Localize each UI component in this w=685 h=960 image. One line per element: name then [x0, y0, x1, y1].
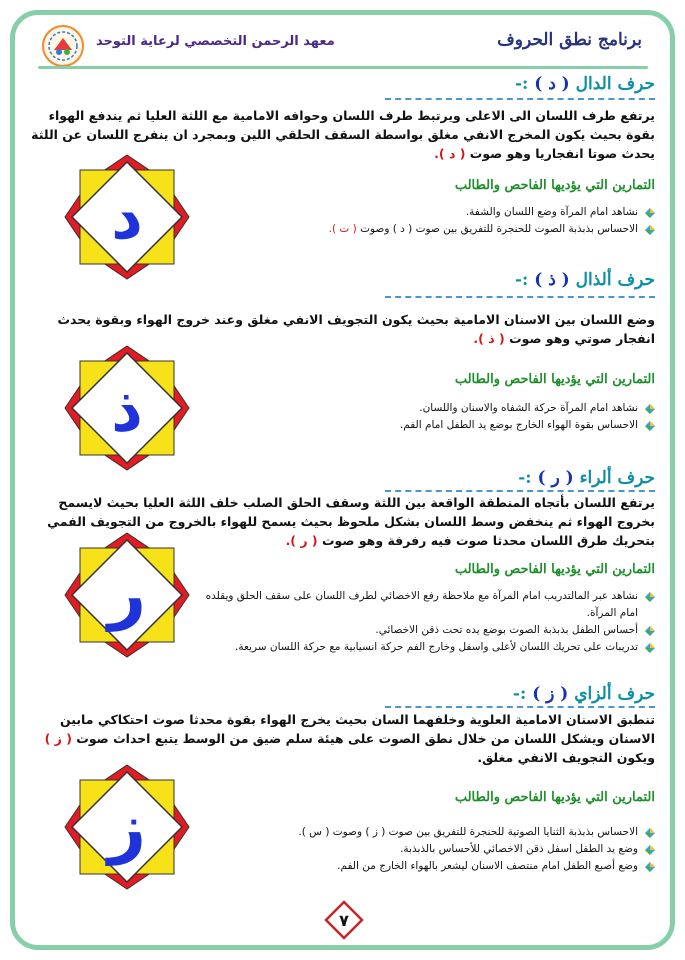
letter-dal-star-icon [62, 152, 192, 282]
section-title: حرف ألزاي ( ز ) :- [512, 684, 655, 704]
section-title: حرف ألراء ( ر ) :- [518, 468, 655, 488]
list-item: الاحساس بقوة الهواء الخارج بوضع يد الطفل امام الفم. [245, 417, 655, 434]
letter-glyph: د [111, 180, 143, 253]
diamond-bullet-icon [645, 643, 655, 653]
diamond-bullet-icon [645, 208, 655, 218]
section-title: حرف ألذال ( ذ ) :- [514, 270, 655, 290]
program-title: برنامج نطق الحروف [497, 30, 642, 50]
diamond-bullet-icon [645, 828, 655, 838]
letter-dhal-star-icon [62, 343, 192, 473]
header-divider [38, 66, 648, 69]
list-item: نشاهد امام المرآة وضع اللسان والشفة. [245, 204, 655, 221]
section-paragraph: وضع اللسان بين الاسنان الامامية بحيث يكون التجويف الانفي مغلق وعند خروج الهواء وبقوة يحدث انفجار صوتي وهو صوت ( ذ ). [57, 312, 655, 346]
diamond-bullet-icon [645, 225, 655, 235]
diamond-bullet-icon [645, 845, 655, 855]
section-title: حرف الدال ( د ) :- [514, 74, 655, 94]
list-item: نشاهد امام المرآة حركة الشفاه والاسنان واللسان. [245, 400, 655, 417]
letter-glyph: ذ [111, 373, 143, 446]
page-number: ٧ [339, 911, 349, 930]
title-underline [385, 706, 655, 708]
letter-ra-star-icon [62, 530, 192, 660]
exercises-list [245, 824, 655, 875]
list-item: أحساس الطفل بذبذبة الصوت بوضع يده تحت ذقن الاخصائي. [185, 622, 655, 639]
list-item: الاحساس بذبذبة الثنايا الصوتية للحنجرة للتفريق بين صوت ( ز ) وصوت ( س ). [245, 824, 655, 841]
exercises-heading: التمارين التي يؤديها الفاحص والطالب [454, 372, 655, 387]
exercises-heading: التمارين التي يؤديها الفاحص والطالب [454, 562, 655, 577]
letter-glyph: ر [108, 555, 146, 632]
list-item: نشاهد عبر المالتدريب امام المرآة مع ملاحظة رفع الاخصائي لطرف اللسان على سقف الحلق ويقلده امام المرآة. [185, 588, 655, 622]
exercises-list [185, 588, 655, 656]
list-item: وضع يد الطفل اسفل ذقن الاخصائي للأحساس بالذبذبة. [245, 841, 655, 858]
list-item: الاحساس بذبذبة الصوت للحنجرة للتفريق بين صوت ( د ) وصوت ( ت ). [245, 221, 655, 238]
exercises-heading: التمارين التي يؤديها الفاحص والطالب [454, 178, 655, 193]
exercises-heading: التمارين التي يؤديها الفاحص والطالب [454, 790, 655, 805]
section-paragraph: تنطبق الاسنان الامامية العلوية وخلفهما السان بحيث يخرج الهواء بقوة محدثا صوت احتكاكي مابين الاسنان ويشكل اللسان من خلال نطق الصوت على هيئة سلم ضيق من الوسط يتبع احداث صوت ( ز ) ويكون التجويف الانفي مغلق. [44, 712, 655, 765]
diamond-bullet-icon [645, 626, 655, 636]
title-underline [385, 296, 655, 298]
title-underline [385, 98, 655, 100]
institute-name: معهد الرحمن التخصصي لرعاية التوحد [96, 34, 335, 49]
section-paragraph: يرتفع اللسان بأتجاه المنطقة الواقعة بين اللثة وسقف الحلق الصلب خلف اللثة العليا بحيث لايسمح بخروج الهواء ثم ينخفض وسط اللسان بشكل ملحوظ بحيث يسمح للهواء بالخروج من التجويف الفمي بتحريك طرق اللسان محدثا صوت فيه رفرفة وهو صوت ( ر ). [47, 495, 655, 548]
institute-logo [38, 24, 88, 68]
list-item: تدريبات على تحريك اللسان لأعلى واسفل وخارج الفم حركة انسيابية مع حركة اللسان سريعة. [185, 639, 655, 656]
letter-zay-star-icon [62, 762, 192, 892]
letter-glyph: ز [108, 789, 146, 866]
diamond-bullet-icon [645, 421, 655, 431]
list-item: وضع أصبع الطفل امام منتصف الاسنان ليشعر بالهواء الخارج من الفم. [245, 858, 655, 875]
diamond-bullet-icon [645, 862, 655, 872]
exercises-list [245, 204, 655, 238]
section-paragraph: يرتفع طرف اللسان الى الاعلى ويرتبط طرف اللسان وحوافه الامامية مع اللثة العليا ثم يندفع الهواء بقوة بحيث يكون المخرج الانفي مغلق بواسطة السقف الحلقي اللين وبمجرد ان ينفرج اللسان عن اللثة يحدث صوتا انفجاريا وهو صوت ( د ). [31, 108, 655, 161]
page-header [38, 24, 648, 70]
diamond-bullet-icon [645, 592, 655, 602]
page-number-badge [324, 900, 364, 940]
title-underline [385, 490, 655, 492]
diamond-bullet-icon [645, 404, 655, 414]
exercises-list [245, 400, 655, 434]
